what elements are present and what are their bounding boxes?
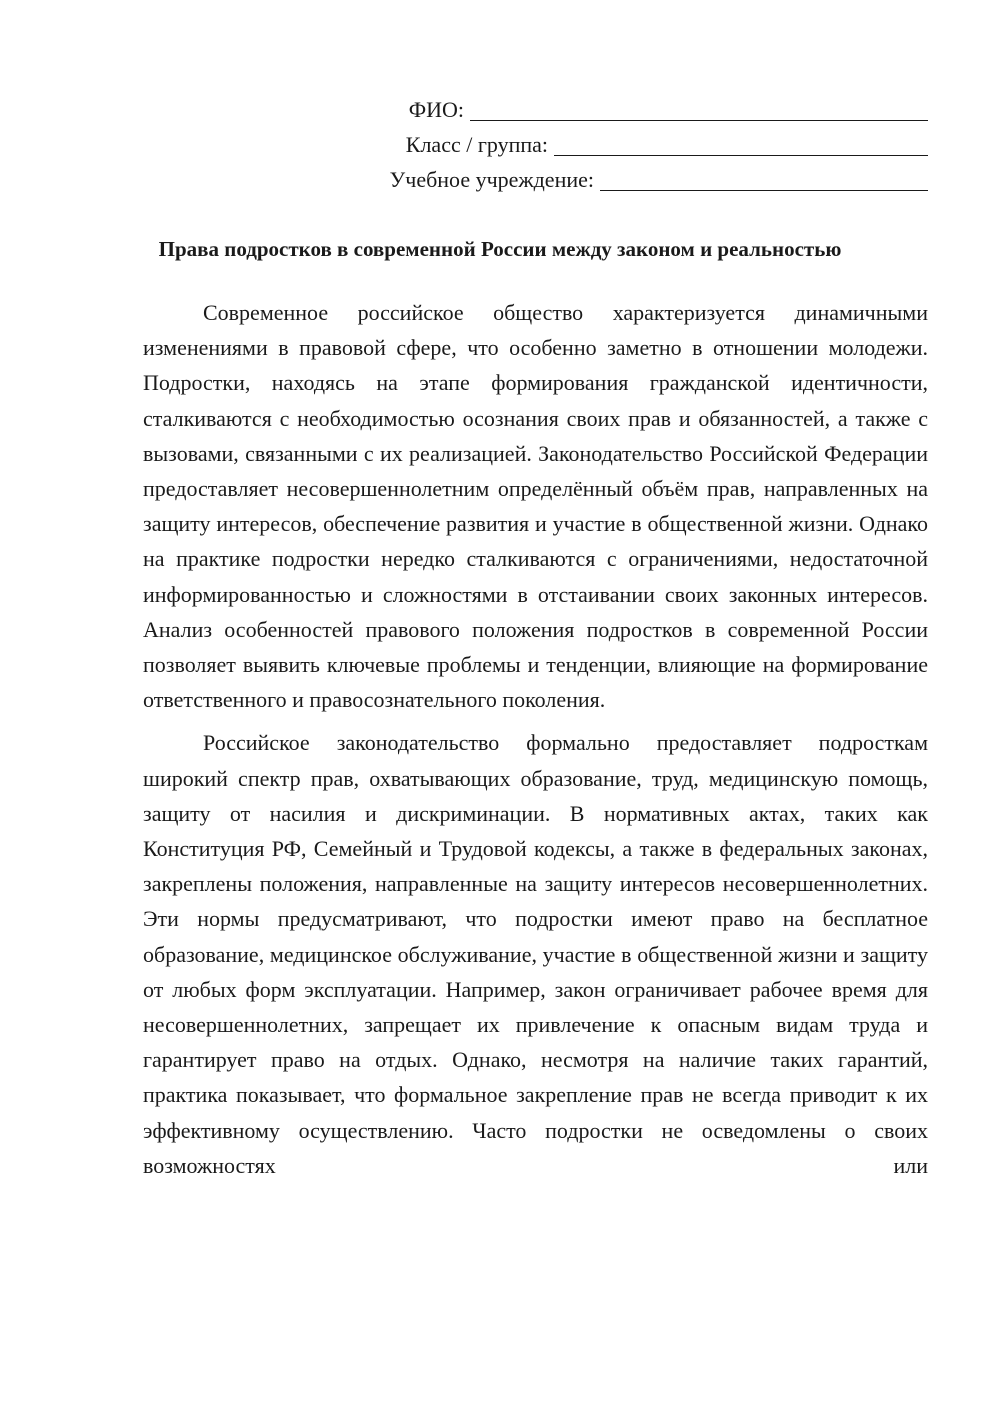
school-blank-line <box>600 168 928 191</box>
paragraph-1: Современное российское общество характеризуется динамичными изменениями в правовой сфере, что особенно заметно в отношении молодежи. Подростки, находясь на этапе формирования гражданской идентичности, сталкиваются с необходимостью осознания своих прав и обязанностей, а также с вызовами, связанными с их реализацией. Законодательство Российской Федерации предоставляет несовершеннолетним определённый объём прав, направленных на защиту интересов, обеспечение развития и участие в общественной жизни. Однако на практике подростки нередко сталкиваются с ограничениями, недостаточной информированностью и сложностями в отстаивании своих законных интересов. Анализ особенностей правового положения подростков в современной России позволяет выявить ключевые проблемы и тенденции, влияющие на формирование ответственного и правосознательного поколения. <box>143 300 928 713</box>
student-info-fields <box>328 92 928 197</box>
class-row <box>328 127 928 162</box>
fio-label: ФИО: <box>408 97 464 122</box>
class-blank-line <box>554 133 928 156</box>
school-row <box>328 162 928 197</box>
class-label: Класс / группа: <box>405 132 548 157</box>
document-body <box>143 295 928 1191</box>
fio-blank-line <box>470 98 928 121</box>
paragraph-2: Российское законодательство формально предоставляет подросткам широкий спектр прав, охватывающих образование, труд, медицинскую помощь, защиту от насилия и дискриминации. В нормативных актах, таких как Конституция РФ, Семейный и Трудовой кодексы, а также в федеральных законах, закреплены положения, направленные на защиту интересов несовершеннолетних. Эти нормы предусматривают, что подростки имеют право на бесплатное образование, медицинское обслуживание, участие в общественной жизни и защиту от любых форм эксплуатации. Например, закон ограничивает рабочее время для несовершеннолетних, запрещает их привлечение к опасным видам труда и гарантирует право на отдых. Однако, несмотря на наличие таких гарантий, практика показывает, что формальное закрепление прав не всегда приводит к их эффективному осуществлению. Часто подростки не осведомлены о своих возможностях или <box>143 730 928 1178</box>
fio-row <box>328 92 928 127</box>
document-title: Права подростков в современной России между законом и реальностью <box>158 237 842 261</box>
school-label: Учебное учреждение: <box>389 167 594 192</box>
